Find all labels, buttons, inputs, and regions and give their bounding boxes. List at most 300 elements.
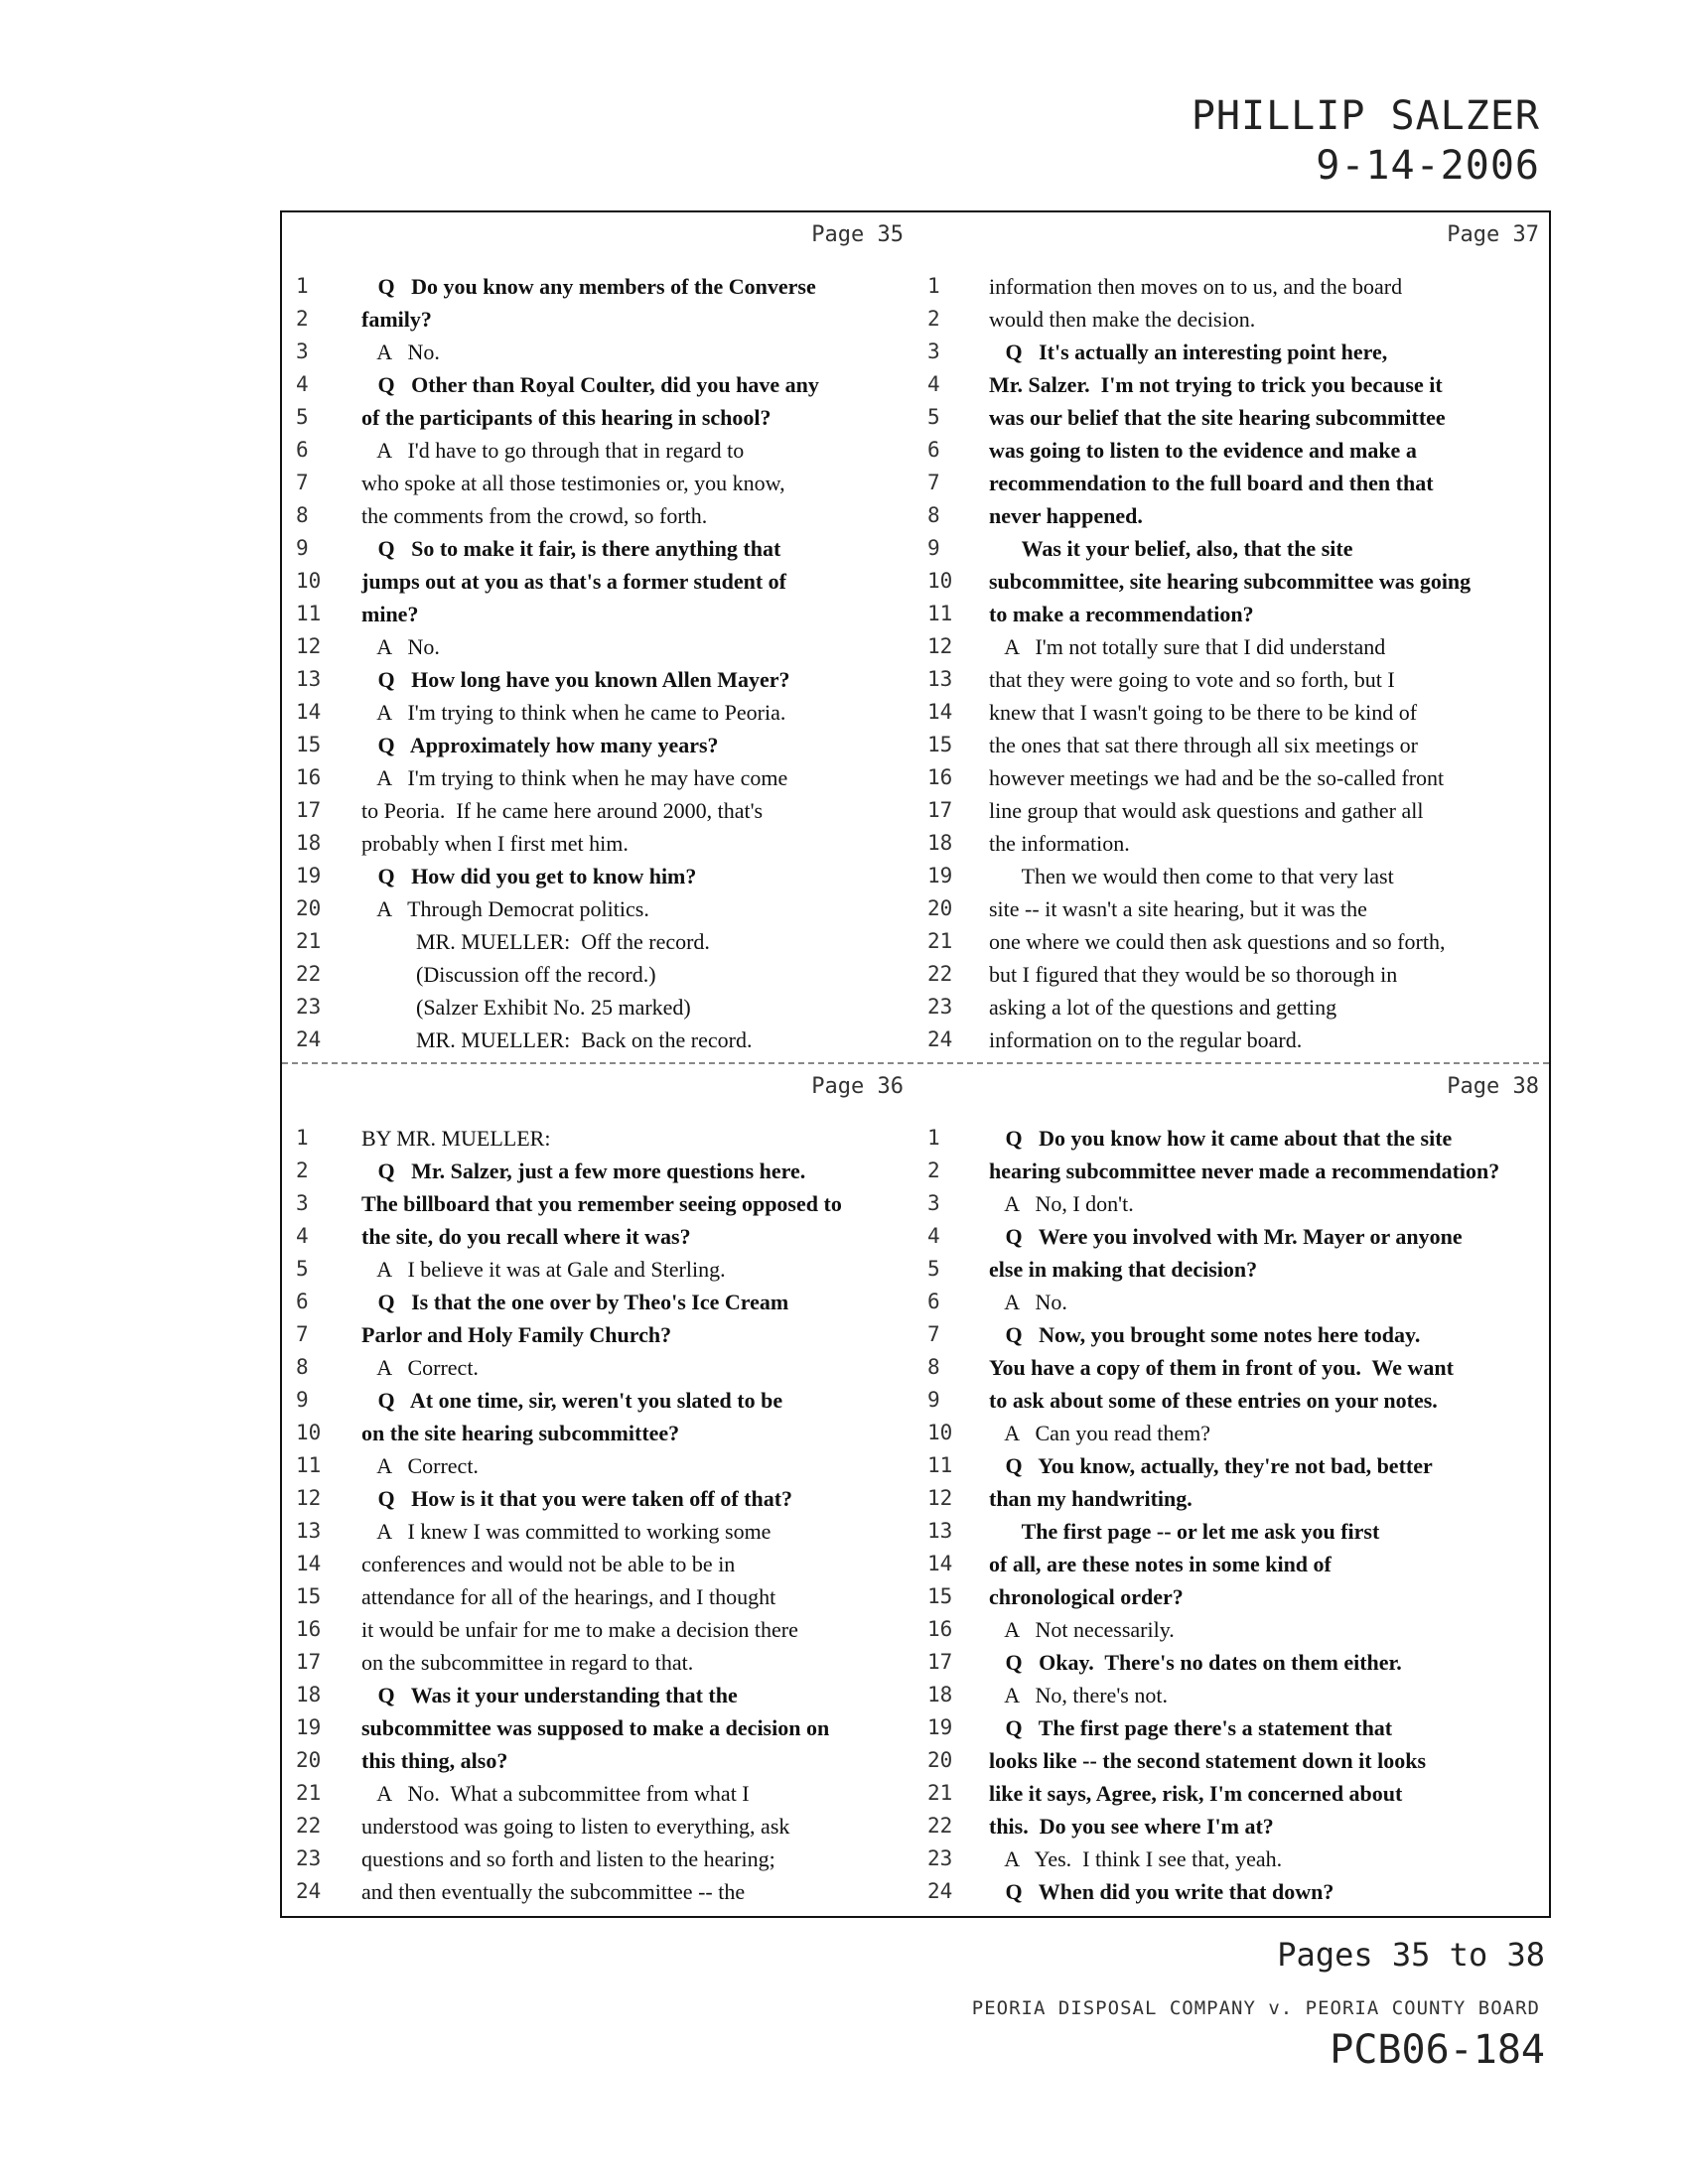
transcript-line [917, 499, 1553, 532]
line-number: 21 [927, 1781, 953, 1805]
transcript-line [282, 270, 917, 303]
line-number: 21 [296, 929, 322, 953]
transcript-line [917, 1548, 1553, 1580]
transcript-line [917, 1449, 1553, 1482]
line-number: 21 [296, 1781, 322, 1805]
transcript-line [282, 303, 917, 336]
line-text: Then we would then come to that very last [989, 864, 1394, 888]
line-text: however meetings we had and be the so-called front [989, 765, 1445, 790]
page-label: Page 37 [1447, 222, 1539, 247]
line-text: probably when I first met him. [361, 831, 629, 856]
transcript-line [917, 1220, 1553, 1253]
line-text: would then make the decision. [989, 307, 1256, 332]
line-number: 23 [927, 995, 953, 1019]
line-number: 13 [296, 1519, 322, 1543]
line-number: 22 [296, 962, 322, 986]
line-text: subcommittee, site hearing subcommittee was going [989, 569, 1472, 594]
line-number: 6 [927, 1290, 940, 1313]
line-number: 10 [927, 1421, 953, 1444]
transcript-line [282, 827, 917, 860]
transcript-line [282, 1318, 917, 1351]
line-number: 7 [296, 471, 309, 494]
line-text: Q Now, you brought some notes here today. [989, 1322, 1421, 1347]
line-number: 14 [296, 700, 322, 724]
line-text: Parlor and Holy Family Church? [361, 1322, 672, 1347]
transcript-line [917, 1318, 1553, 1351]
line-number: 7 [927, 471, 940, 494]
line-number: 24 [927, 1879, 953, 1903]
line-text: A I knew I was committed to working some [361, 1519, 772, 1544]
line-number: 5 [296, 1257, 309, 1281]
line-text: (Discussion off the record.) [361, 962, 656, 987]
line-text: A No. [989, 1290, 1067, 1314]
transcript-line [917, 1777, 1553, 1810]
line-text: Q Was it your understanding that the [361, 1683, 738, 1707]
line-number: 2 [927, 307, 940, 331]
transcript-line [282, 630, 917, 663]
line-number: 2 [296, 307, 309, 331]
line-text: who spoke at all those testimonies or, you know, [361, 471, 785, 495]
line-number: 3 [296, 1191, 309, 1215]
line-number: 6 [296, 1290, 309, 1313]
line-number: 4 [296, 372, 309, 396]
transcript-lines [282, 1122, 917, 1908]
docket-number: PCB06-184 [1330, 2027, 1545, 2073]
transcript-line [917, 1122, 1553, 1155]
transcript-line [282, 761, 917, 794]
line-number: 19 [296, 1715, 322, 1739]
line-number: 8 [927, 1355, 940, 1379]
line-number: 11 [927, 602, 953, 625]
transcript-line [282, 368, 917, 401]
line-number: 18 [296, 831, 322, 855]
transcript-line [917, 630, 1553, 663]
transcript-line [282, 1843, 917, 1875]
line-number: 8 [296, 503, 309, 527]
transcript-line [917, 336, 1553, 368]
line-number: 18 [927, 831, 953, 855]
line-text: the site, do you recall where it was? [361, 1224, 691, 1249]
line-text: A No. [361, 340, 440, 364]
line-text: recommendation to the full board and then that [989, 471, 1434, 495]
transcript-line [917, 696, 1553, 729]
transcript-line [282, 925, 917, 958]
line-text: site -- it wasn't a site hearing, but it was the [989, 896, 1367, 921]
line-text: like it says, Agree, risk, I'm concerned about [989, 1781, 1403, 1806]
line-text: The billboard that you remember seeing opposed to [361, 1191, 842, 1216]
transcript-line [917, 401, 1553, 434]
transcript-line [282, 1384, 917, 1417]
transcript-line [282, 1515, 917, 1548]
case-caption: PEORIA DISPOSAL COMPANY v. PEORIA COUNTY BOARD [971, 1997, 1540, 2019]
line-number: 16 [296, 765, 322, 789]
line-text: Was it your belief, also, that the site [989, 536, 1353, 561]
line-number: 16 [296, 1617, 322, 1641]
transcript-line [917, 663, 1553, 696]
line-text: attendance for all of the hearings, and I thought [361, 1584, 776, 1609]
line-number: 11 [927, 1453, 953, 1477]
line-number: 23 [927, 1846, 953, 1870]
line-number: 4 [296, 1224, 309, 1248]
line-number: 15 [927, 733, 953, 756]
transcript-line [917, 598, 1553, 630]
line-text: that they were going to vote and so forth, but I [989, 667, 1395, 692]
transcript-line [282, 1711, 917, 1744]
line-text: A I'm trying to think when he may have come [361, 765, 788, 790]
line-text: Q At one time, sir, weren't you slated to be [361, 1388, 783, 1413]
transcript-line [282, 598, 917, 630]
line-number: 19 [927, 1715, 953, 1739]
line-text: Q You know, actually, they're not bad, better [989, 1453, 1433, 1478]
transcript-line [282, 565, 917, 598]
line-text: the ones that sat there through all six meetings or [989, 733, 1418, 757]
transcript-line [282, 336, 917, 368]
page-36-panel [282, 1064, 917, 1916]
page-38-panel [917, 1064, 1553, 1916]
transcript-line [282, 991, 917, 1024]
page-label: Page 38 [1447, 1074, 1539, 1099]
line-number: 19 [296, 864, 322, 887]
line-number: 14 [927, 700, 953, 724]
line-text: was our belief that the site hearing subcommittee [989, 405, 1446, 430]
line-number: 24 [296, 1879, 322, 1903]
line-text: but I figured that they would be so thorough in [989, 962, 1398, 987]
line-number: 19 [927, 864, 953, 887]
line-number: 17 [927, 798, 953, 822]
line-number: 3 [927, 340, 940, 363]
transcript-line [282, 1286, 917, 1318]
transcript-line [282, 1548, 917, 1580]
line-number: 5 [927, 405, 940, 429]
line-number: 17 [296, 1650, 322, 1674]
line-text: Q Were you involved with Mr. Mayer or anyone [989, 1224, 1463, 1249]
line-number: 16 [927, 765, 953, 789]
line-text: A Not necessarily. [989, 1617, 1175, 1642]
line-number: 2 [296, 1159, 309, 1182]
transcript-line [917, 1875, 1553, 1908]
transcript-line [282, 1580, 917, 1613]
line-text: A No. [361, 634, 440, 659]
line-text: subcommittee was supposed to make a decision on [361, 1715, 830, 1740]
line-text: MR. MUELLER: Off the record. [361, 929, 710, 954]
line-text: questions and so forth and listen to the hearing; [361, 1846, 775, 1871]
line-text: Q Approximately how many years? [361, 733, 719, 757]
transcript-line [282, 1810, 917, 1843]
line-text: Q Mr. Salzer, just a few more questions here. [361, 1159, 806, 1183]
line-number: 13 [927, 667, 953, 691]
transcript-line [917, 958, 1553, 991]
transcript-line [282, 794, 917, 827]
line-number: 18 [296, 1683, 322, 1706]
line-text: A I'm not totally sure that I did understand [989, 634, 1386, 659]
line-text: A Correct. [361, 1453, 479, 1478]
line-number: 16 [927, 1617, 953, 1641]
transcript-frame [280, 210, 1551, 1918]
transcript-line [917, 1515, 1553, 1548]
line-text: A Can you read them? [989, 1421, 1211, 1445]
transcript-line [917, 1580, 1553, 1613]
line-text: and then eventually the subcommittee -- the [361, 1879, 746, 1904]
transcript-line [917, 1711, 1553, 1744]
line-number: 21 [927, 929, 953, 953]
transcript-line [917, 1417, 1553, 1449]
transcript-line [282, 1679, 917, 1711]
transcript-line [282, 1155, 917, 1187]
line-number: 15 [296, 1584, 322, 1608]
line-number: 5 [296, 405, 309, 429]
transcript-line [917, 827, 1553, 860]
line-text: the comments from the crowd, so forth. [361, 503, 708, 528]
transcript-line [282, 696, 917, 729]
line-number: 2 [927, 1159, 940, 1182]
line-text: this. Do you see where I'm at? [989, 1814, 1274, 1839]
line-number: 12 [296, 1486, 322, 1510]
line-number: 23 [296, 995, 322, 1019]
line-text: else in making that decision? [989, 1257, 1258, 1282]
line-text: Q How long have you known Allen Mayer? [361, 667, 790, 692]
pages-range: Pages 35 to 38 [1277, 1936, 1545, 1974]
line-text: understood was going to listen to everything, ask [361, 1814, 790, 1839]
transcript-line [917, 729, 1553, 761]
transcript-line [917, 270, 1553, 303]
line-number: 13 [296, 667, 322, 691]
transcript-line [917, 1286, 1553, 1318]
line-text: family? [361, 307, 432, 332]
line-number: 22 [927, 962, 953, 986]
transcript-line [917, 303, 1553, 336]
line-text: knew that I wasn't going to be there to be kind of [989, 700, 1418, 725]
line-text: the information. [989, 831, 1130, 856]
line-number: 17 [927, 1650, 953, 1674]
transcript-line [917, 1744, 1553, 1777]
line-number: 14 [927, 1552, 953, 1575]
transcript-line [282, 1187, 917, 1220]
page-label: Page 36 [811, 1074, 904, 1099]
line-text: Q Other than Royal Coulter, did you have any [361, 372, 819, 397]
line-text: on the site hearing subcommittee? [361, 1421, 680, 1445]
line-number: 4 [927, 372, 940, 396]
line-text: to ask about some of these entries on your notes. [989, 1388, 1438, 1413]
line-text: A Correct. [361, 1355, 479, 1380]
transcript-line [282, 729, 917, 761]
line-number: 22 [927, 1814, 953, 1838]
line-number: 24 [296, 1027, 322, 1051]
transcript-line [917, 1482, 1553, 1515]
transcript-line [917, 467, 1553, 499]
line-text: chronological order? [989, 1584, 1184, 1609]
line-text: on the subcommittee in regard to that. [361, 1650, 694, 1675]
line-text: A Yes. I think I see that, yeah. [989, 1846, 1283, 1871]
line-number: 9 [296, 1388, 309, 1412]
transcript-line [282, 1875, 917, 1908]
transcript-line [917, 368, 1553, 401]
page-35-panel [282, 212, 917, 1064]
transcript-line [917, 565, 1553, 598]
line-text: Q Okay. There's no dates on them either. [989, 1650, 1402, 1675]
page-37-panel [917, 212, 1553, 1064]
transcript-line [917, 1810, 1553, 1843]
line-text: never happened. [989, 503, 1143, 528]
line-text: A I believe it was at Gale and Sterling. [361, 1257, 726, 1282]
line-text: Q Is that the one over by Theo's Ice Cream [361, 1290, 789, 1314]
transcript-line [917, 434, 1553, 467]
line-text: one where we could then ask questions and so forth, [989, 929, 1446, 954]
transcript-line [282, 958, 917, 991]
line-text: A Through Democrat politics. [361, 896, 649, 921]
line-number: 6 [927, 438, 940, 462]
transcript-line [282, 1351, 917, 1384]
line-text: to make a recommendation? [989, 602, 1254, 626]
line-text: Q Do you know any members of the Converse [361, 274, 816, 299]
line-number: 8 [927, 503, 940, 527]
line-text: Q When did you write that down? [989, 1879, 1334, 1904]
transcript-line [282, 892, 917, 925]
transcript-line [917, 925, 1553, 958]
line-number: 7 [927, 1322, 940, 1346]
line-number: 24 [927, 1027, 953, 1051]
line-number: 15 [927, 1584, 953, 1608]
line-number: 12 [296, 634, 322, 658]
line-number: 1 [296, 274, 309, 298]
line-text: A No, I don't. [989, 1191, 1134, 1216]
line-text: MR. MUELLER: Back on the record. [361, 1027, 753, 1052]
line-text: Q How is it that you were taken off of that? [361, 1486, 793, 1511]
line-number: 3 [927, 1191, 940, 1215]
line-number: 9 [927, 1388, 940, 1412]
transcript-line [917, 892, 1553, 925]
line-text: conferences and would not be able to be in [361, 1552, 736, 1576]
transcript-line [282, 663, 917, 696]
transcript-line [282, 1417, 917, 1449]
transcript-line [282, 1122, 917, 1155]
line-number: 11 [296, 1453, 322, 1477]
transcript-line [282, 532, 917, 565]
transcript-line [282, 1482, 917, 1515]
line-text: Q Do you know how it came about that the site [989, 1126, 1453, 1151]
line-text: A I'd have to go through that in regard to [361, 438, 745, 463]
line-text: to Peoria. If he came here around 2000, that's [361, 798, 764, 823]
line-text: Q How did you get to know him? [361, 864, 697, 888]
transcript-line [917, 860, 1553, 892]
line-number: 18 [927, 1683, 953, 1706]
transcript-line [917, 1384, 1553, 1417]
transcript-line [282, 499, 917, 532]
transcript-line [282, 1220, 917, 1253]
transcript-line [917, 1646, 1553, 1679]
line-text: was going to listen to the evidence and make a [989, 438, 1417, 463]
transcript-line [917, 1351, 1553, 1384]
line-text: hearing subcommittee never made a recommendation? [989, 1159, 1500, 1183]
line-number: 15 [296, 733, 322, 756]
line-number: 8 [296, 1355, 309, 1379]
line-text: A I'm trying to think when he came to Peoria. [361, 700, 786, 725]
line-text: You have a copy of them in front of you. We want [989, 1355, 1454, 1380]
line-number: 12 [927, 634, 953, 658]
line-text: jumps out at you as that's a former student of [361, 569, 786, 594]
transcript-line [282, 1646, 917, 1679]
line-number: 10 [927, 569, 953, 593]
line-number: 6 [296, 438, 309, 462]
line-text: information then moves on to us, and the board [989, 274, 1403, 299]
transcript-line [917, 1024, 1553, 1056]
line-number: 1 [296, 1126, 309, 1150]
transcript-line [917, 1679, 1553, 1711]
line-text: Q So to make it fair, is there anything that [361, 536, 781, 561]
line-number: 10 [296, 569, 322, 593]
transcript-line [282, 1777, 917, 1810]
transcript-line [917, 1843, 1553, 1875]
line-text: (Salzer Exhibit No. 25 marked) [361, 995, 691, 1020]
transcript-line [282, 1253, 917, 1286]
line-number: 12 [927, 1486, 953, 1510]
line-text: mine? [361, 602, 419, 626]
transcript-lines [917, 1122, 1553, 1908]
transcript-lines [917, 270, 1553, 1056]
transcript-line [282, 860, 917, 892]
transcript-line [282, 1744, 917, 1777]
line-number: 23 [296, 1846, 322, 1870]
witness-name: PHILLIP SALZER [1191, 93, 1540, 139]
line-number: 3 [296, 340, 309, 363]
line-text: it would be unfair for me to make a decision there [361, 1617, 798, 1642]
line-number: 10 [296, 1421, 322, 1444]
line-number: 9 [927, 536, 940, 560]
line-number: 4 [927, 1224, 940, 1248]
line-number: 9 [296, 536, 309, 560]
line-number: 1 [927, 1126, 940, 1150]
transcript-line [917, 761, 1553, 794]
line-number: 20 [927, 1748, 953, 1772]
line-text: information on to the regular board. [989, 1027, 1303, 1052]
page-label: Page 35 [811, 222, 904, 247]
line-text: asking a lot of the questions and getting [989, 995, 1337, 1020]
line-text: Q The first page there's a statement that [989, 1715, 1393, 1740]
line-text: of the participants of this hearing in school? [361, 405, 772, 430]
line-text: looks like -- the second statement down it looks [989, 1748, 1427, 1773]
transcript-line [282, 1449, 917, 1482]
transcript-lines [282, 270, 917, 1056]
transcript-line [917, 1613, 1553, 1646]
line-number: 1 [927, 274, 940, 298]
line-number: 17 [296, 798, 322, 822]
line-text: BY MR. MUELLER: [361, 1126, 551, 1151]
line-number: 20 [927, 896, 953, 920]
deposition-date: 9-14-2006 [1316, 143, 1540, 189]
transcript-line [917, 1253, 1553, 1286]
transcript-line [282, 401, 917, 434]
line-number: 20 [296, 896, 322, 920]
line-number: 7 [296, 1322, 309, 1346]
transcript-line [282, 467, 917, 499]
line-number: 13 [927, 1519, 953, 1543]
transcript-line [917, 532, 1553, 565]
line-text: A No, there's not. [989, 1683, 1168, 1707]
line-text: A No. What a subcommittee from what I [361, 1781, 750, 1806]
transcript-line [917, 794, 1553, 827]
line-number: 14 [296, 1552, 322, 1575]
transcript-line [917, 991, 1553, 1024]
line-text: Mr. Salzer. I'm not trying to trick you because it [989, 372, 1443, 397]
line-text: The first page -- or let me ask you first [989, 1519, 1380, 1544]
line-text: of all, are these notes in some kind of [989, 1552, 1332, 1576]
transcript-line [282, 434, 917, 467]
transcript-line [282, 1613, 917, 1646]
line-number: 22 [296, 1814, 322, 1838]
line-number: 11 [296, 602, 322, 625]
line-number: 5 [927, 1257, 940, 1281]
transcript-line [282, 1024, 917, 1056]
transcript-line [917, 1187, 1553, 1220]
